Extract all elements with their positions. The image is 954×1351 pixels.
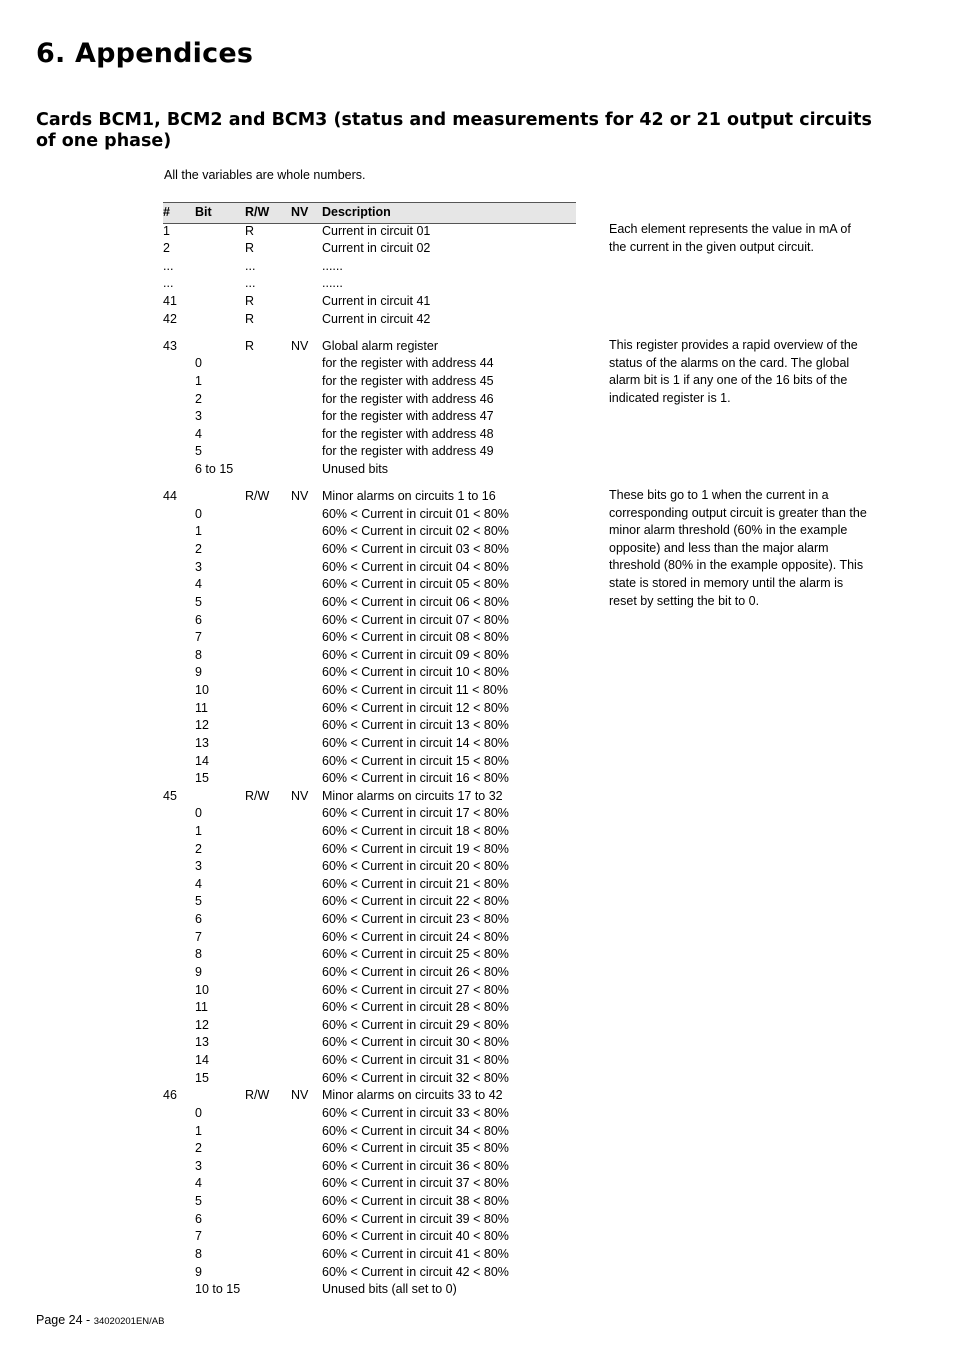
row-description: Current in circuit 02 — [322, 241, 431, 256]
row-rw: R/W — [245, 788, 270, 803]
row-description: 60% < Current in circuit 25 < 80% — [322, 947, 509, 962]
row-bit: 13 — [195, 735, 209, 750]
row-description: 60% < Current in circuit 38 < 80% — [322, 1194, 509, 1208]
row-description: 60% < Current in circuit 14 < 80% — [322, 735, 509, 750]
header-rw: R/W — [245, 205, 270, 219]
row-bit: 8 — [195, 947, 202, 962]
header-number: # — [163, 205, 170, 219]
row-bit: 0 — [195, 356, 202, 371]
row-description: 60% < Current in circuit 05 < 80% — [322, 577, 509, 592]
subsection-title: Cards BCM1, BCM2 and BCM3 (status and measurements for 42 or 21 output circuits of one phase) — [36, 110, 872, 151]
row-number: 1 — [163, 223, 170, 238]
row-bit: 3 — [195, 559, 202, 574]
row-description: Minor alarms on circuits 17 to 32 — [322, 788, 503, 803]
row-bit: 10 — [195, 683, 209, 697]
row-description: 60% < Current in circuit 23 < 80% — [322, 912, 509, 927]
row-number: 45 — [163, 788, 177, 803]
row-bit: 1 — [195, 1123, 202, 1138]
row-bit: 9 — [195, 964, 202, 979]
row-bit: 0 — [195, 506, 202, 521]
row-description: 60% < Current in circuit 22 < 80% — [322, 894, 509, 909]
row-bit: 2 — [195, 542, 202, 556]
row-rw: R — [245, 223, 255, 238]
row-bit: 6 — [195, 1211, 202, 1226]
header-bit: Bit — [195, 205, 212, 219]
row-rw: R — [245, 241, 255, 256]
row-bit: 3 — [195, 409, 202, 424]
row-description: 60% < Current in circuit 29 < 80% — [322, 1017, 509, 1032]
row-description: Minor alarms on circuits 1 to 16 — [322, 489, 496, 504]
row-description: 60% < Current in circuit 11 < 80% — [322, 683, 508, 697]
row-description: 60% < Current in circuit 03 < 80% — [322, 542, 509, 556]
note-global-alarm: This register provides a rapid overview of the status of the alarms on the card. The global alarm bit is 1 if any one of the 16 bits of the indicated register is 1. — [609, 338, 858, 405]
row-description: 60% < Current in circuit 42 < 80% — [322, 1264, 509, 1279]
row-description: 60% < Current in circuit 16 < 80% — [322, 771, 509, 786]
row-bit: 14 — [195, 753, 209, 768]
row-number: 43 — [163, 338, 177, 353]
note-minor-alarm: These bits go to 1 when the current in a corresponding output circuit is greater than the minor alarm threshold (60% in the example opposite) and less than the major alarm threshold (80% in the example opposite). This state is stored in memory until the alarm is reset by setting the bit to 0. — [609, 488, 867, 608]
row-description: 60% < Current in circuit 09 < 80% — [322, 647, 509, 662]
row-bit: 15 — [195, 771, 209, 786]
row-description: Unused bits — [322, 462, 389, 477]
row-rw: R/W — [245, 489, 270, 504]
row-bit: 10 — [195, 982, 209, 997]
row-rw: R/W — [245, 1088, 270, 1103]
section-title: 6. Appendices — [36, 38, 254, 69]
row-bit: 4 — [195, 1176, 202, 1191]
row-bit: 0 — [195, 1105, 202, 1120]
row-bit: 4 — [195, 426, 202, 441]
row-description: 60% < Current in circuit 06 < 80% — [322, 594, 509, 609]
row-description: 60% < Current in circuit 28 < 80% — [322, 1000, 509, 1015]
note-current: Each element represents the value in mA of the current in the given output circuit. — [609, 222, 851, 254]
row-description: 60% < Current in circuit 04 < 80% — [322, 559, 509, 574]
row-nv: NV — [291, 338, 309, 353]
row-description: 60% < Current in circuit 20 < 80% — [322, 859, 509, 874]
row-description: 60% < Current in circuit 08 < 80% — [322, 630, 509, 645]
row-number: 44 — [163, 489, 177, 504]
row-bit: 1 — [195, 374, 202, 388]
row-description: 60% < Current in circuit 01 < 80% — [322, 506, 509, 521]
row-number: ... — [163, 276, 174, 291]
document-code: 34020201EN/AB — [93, 1316, 165, 1327]
row-description: 60% < Current in circuit 26 < 80% — [322, 964, 509, 979]
row-description: 60% < Current in circuit 34 < 80% — [322, 1123, 509, 1138]
row-bit: 8 — [195, 1246, 202, 1261]
row-number: 46 — [163, 1088, 177, 1103]
row-bit: 11 — [195, 700, 208, 715]
row-bit: 12 — [195, 1017, 209, 1032]
row-bit: 2 — [195, 841, 202, 856]
row-description: 60% < Current in circuit 10 < 80% — [322, 665, 509, 680]
row-rw: ... — [245, 258, 256, 273]
row-description: 60% < Current in circuit 30 < 80% — [322, 1035, 509, 1050]
row-description: 60% < Current in circuit 36 < 80% — [322, 1158, 509, 1173]
row-rw: R — [245, 294, 255, 308]
row-description: ...... — [322, 258, 343, 273]
row-number: ... — [163, 258, 174, 273]
row-bit: 7 — [195, 929, 202, 944]
row-bit: 4 — [195, 577, 202, 592]
row-description: 60% < Current in circuit 33 < 80% — [322, 1105, 509, 1120]
row-bit: 4 — [195, 876, 202, 891]
row-description: 60% < Current in circuit 41 < 80% — [322, 1246, 509, 1261]
row-bit: 7 — [195, 630, 202, 645]
row-nv: NV — [291, 788, 309, 803]
header-description: Description — [322, 205, 391, 219]
row-description: Minor alarms on circuits 33 to 42 — [322, 1088, 503, 1103]
row-description: for the register with address 45 — [322, 374, 494, 388]
row-nv: NV — [291, 489, 309, 504]
row-description: for the register with address 44 — [322, 356, 494, 371]
row-description: for the register with address 47 — [322, 409, 494, 424]
row-bit: 5 — [195, 894, 202, 909]
row-bit: 9 — [195, 1264, 202, 1279]
row-description: ...... — [322, 276, 343, 291]
row-bit: 8 — [195, 647, 202, 662]
row-bit: 0 — [195, 806, 202, 821]
row-bit: 2 — [195, 1141, 202, 1156]
row-description: Global alarm register — [322, 338, 439, 353]
row-description: Current in circuit 01 — [322, 223, 431, 238]
row-rw: R — [245, 311, 255, 326]
row-rw: R — [245, 338, 255, 353]
page-number: Page 24 - — [36, 1313, 94, 1327]
row-description: 60% < Current in circuit 18 < 80% — [322, 824, 509, 838]
row-description: Unused bits (all set to 0) — [322, 1282, 457, 1297]
row-description: 60% < Current in circuit 13 < 80% — [322, 718, 509, 733]
row-bit: 7 — [195, 1229, 202, 1244]
row-nv: NV — [291, 1088, 309, 1103]
row-bit: 10 to 15 — [195, 1282, 241, 1297]
row-description: 60% < Current in circuit 21 < 80% — [322, 876, 509, 891]
row-description: Current in circuit 42 — [322, 311, 431, 326]
row-number: 42 — [163, 311, 177, 326]
row-bit: 5 — [195, 594, 202, 609]
row-bit: 9 — [195, 665, 202, 680]
row-description: 60% < Current in circuit 40 < 80% — [322, 1229, 509, 1244]
row-description: 60% < Current in circuit 35 < 80% — [322, 1141, 509, 1156]
row-bit: 6 — [195, 912, 202, 927]
row-bit: 2 — [195, 391, 202, 406]
row-bit: 6 — [195, 612, 202, 627]
row-bit: 1 — [195, 524, 202, 539]
row-bit: 5 — [195, 1194, 202, 1208]
row-description: 60% < Current in circuit 32 < 80% — [322, 1070, 509, 1085]
row-bit: 15 — [195, 1070, 209, 1085]
row-bit: 13 — [195, 1035, 209, 1050]
row-description: for the register with address 46 — [322, 391, 494, 406]
row-description: 60% < Current in circuit 37 < 80% — [322, 1176, 509, 1191]
row-description: 60% < Current in circuit 02 < 80% — [322, 524, 509, 539]
row-description: Current in circuit 41 — [322, 294, 431, 308]
row-bit: 1 — [195, 824, 202, 838]
row-description: 60% < Current in circuit 31 < 80% — [322, 1053, 509, 1067]
row-description: 60% < Current in circuit 19 < 80% — [322, 841, 509, 856]
row-description: 60% < Current in circuit 12 < 80% — [322, 700, 509, 715]
row-rw: ... — [245, 276, 256, 291]
row-description: 60% < Current in circuit 15 < 80% — [322, 753, 509, 768]
row-number: 2 — [163, 241, 170, 256]
row-number: 41 — [163, 294, 177, 308]
row-bit: 12 — [195, 718, 209, 733]
row-description: 60% < Current in circuit 17 < 80% — [322, 806, 509, 821]
row-bit: 3 — [195, 859, 202, 874]
row-description: 60% < Current in circuit 27 < 80% — [322, 982, 509, 997]
row-bit: 5 — [195, 444, 202, 459]
row-bit: 3 — [195, 1158, 202, 1173]
row-bit: 6 to 15 — [195, 462, 234, 477]
row-description: for the register with address 49 — [322, 444, 494, 459]
intro-text: All the variables are whole numbers. — [164, 168, 366, 182]
row-bit: 14 — [195, 1053, 209, 1067]
row-description: 60% < Current in circuit 24 < 80% — [322, 929, 509, 944]
page-footer — [36, 1313, 164, 1327]
row-description: for the register with address 48 — [322, 426, 494, 441]
row-description: 60% < Current in circuit 07 < 80% — [322, 612, 509, 627]
row-bit: 11 — [195, 1000, 208, 1015]
header-nv: NV — [291, 205, 309, 219]
row-description: 60% < Current in circuit 39 < 80% — [322, 1211, 509, 1226]
